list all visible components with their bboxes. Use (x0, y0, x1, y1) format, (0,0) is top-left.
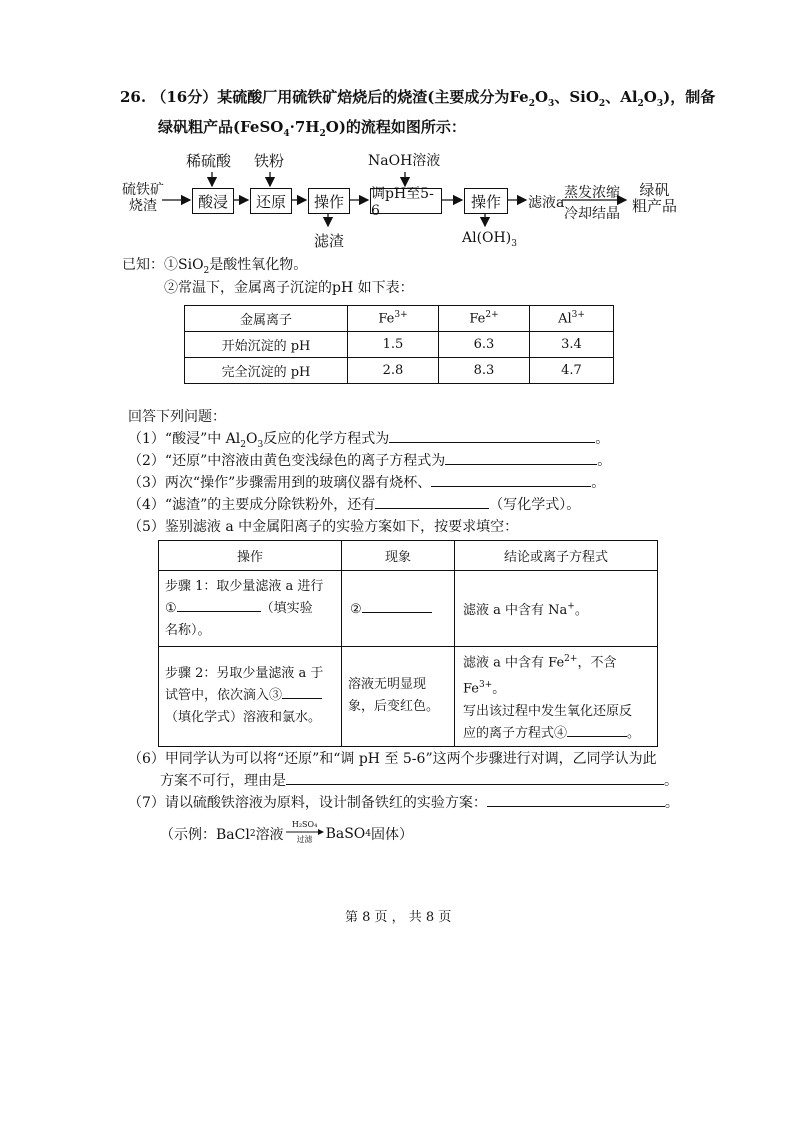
exp-r1-op-line2 (165, 598, 340, 620)
ph-cell: 开始沉淀的 pH (185, 332, 348, 358)
q1-text: （1）“酸浸”中 Al (128, 431, 241, 447)
page-footer: 第 8 页 ， 共 8 页 (345, 910, 452, 925)
question-4 (128, 494, 580, 514)
final-product-bottom: 粗产品 (632, 197, 678, 215)
ion-text: Al (558, 311, 572, 327)
flow-start (122, 182, 164, 214)
question-3 (128, 472, 605, 492)
ph-header-fe2 (438, 306, 529, 332)
intro-part: O (643, 88, 657, 106)
exp-header-operation: 操作 (159, 541, 342, 571)
ph-cell: 4.7 (529, 358, 613, 384)
question-2 (128, 450, 611, 470)
answer-blank[interactable] (431, 474, 591, 487)
q2-text: （2）“还原”中溶液由黄色变浅绿色的离子方程式为 (128, 453, 446, 469)
ph-cell: 2.8 (348, 358, 439, 384)
line2-part: O)的流程如图所示： (325, 118, 466, 136)
experiment-table (158, 540, 658, 747)
final-product (632, 182, 677, 214)
ion-charge: 3+ (571, 310, 585, 321)
ph-cell: 1.5 (348, 332, 439, 358)
q3-text: （3）两次“操作”步骤需用到的玻璃仪器有烧杯、 (128, 475, 432, 491)
question-title: 26. （16分）某硫酸厂用硫铁矿焙烧后的烧渣(主要成分为$Fe_2O_3$、SiO$_2$、$Al_2O_3$)，制备 (120, 88, 716, 109)
exp-text: （填化学式）溶液和氯水。 (165, 710, 322, 726)
question-7 (128, 792, 679, 812)
exp-r2-concl-line3 (463, 723, 656, 745)
example-text: 固体） (371, 827, 413, 843)
exp-text: 应的离子方程式④ (463, 725, 568, 741)
aloh3-text: Al(OH) (462, 230, 512, 246)
step-operate-1: 操作 (308, 188, 350, 214)
answer-blank[interactable] (567, 724, 627, 737)
aloh3-sub: 3 (511, 238, 517, 249)
known-item1-b: 是酸性氧化物。 (209, 257, 308, 273)
filtrate-a-label: 滤液a (528, 195, 565, 211)
ion-charge: 3+ (479, 680, 493, 691)
ph-cell: 6.3 (438, 332, 529, 358)
intro-part: O (534, 88, 549, 106)
known-item1-a: ①SiO (164, 257, 204, 273)
q1-text: O (246, 431, 258, 447)
exp-text: （填实验 (260, 600, 313, 616)
known-item2: ②常温下，金属离子沉淀的pH 如下表： (164, 280, 414, 296)
q1-text: 反应的化学方程式为 (263, 431, 390, 447)
exp-r2-conclusion (455, 647, 658, 747)
ion-text: Fe (469, 311, 486, 327)
exp-header-phenomenon: 现象 (342, 541, 455, 571)
ion-text: Fe (378, 311, 395, 327)
table-row (159, 647, 658, 747)
ph-cell: 完全沉淀的 pH (185, 358, 348, 384)
period: 。 (595, 431, 610, 447)
exp-r2-operation (159, 647, 342, 747)
flow-start-top: 硫铁矿 (122, 182, 164, 198)
answer-blank[interactable] (286, 772, 664, 785)
period: 。 (664, 795, 679, 811)
step-adjust-ph: 调pH至5-6 (370, 188, 442, 214)
ph-table-header (185, 306, 614, 332)
known-label: 已知： (122, 257, 164, 273)
exp-r1-operation (159, 571, 342, 647)
intro-part: 、Al (605, 88, 638, 106)
exp-text: 滤液 a 中含有 Na (463, 603, 568, 618)
arrow-top-text: H₂SO₄ (291, 820, 318, 829)
example-text: 溶液 (255, 827, 284, 843)
step-acid-leach: 酸浸 (192, 188, 234, 214)
flow-arrows (0, 0, 800, 260)
example-text: BaSO (325, 826, 366, 842)
question-6-line2 (160, 770, 678, 790)
ion-charge: + (567, 601, 575, 612)
ph-header-al3 (529, 306, 613, 332)
final-product-top: 绿矾 (639, 181, 670, 199)
answer-blank[interactable] (177, 599, 261, 612)
exp-text: 。 (492, 681, 506, 697)
exp-text: 步骤 1：取少量滤液 a 进行 (165, 578, 324, 594)
example-line: （示例：BaCl 2 溶液 H₂SO₄ 过滤 BaSO 4 固体） (160, 820, 413, 844)
arrow-bottom-text: 过滤 (296, 835, 313, 844)
condition-top: 蒸发浓缩 (564, 185, 620, 201)
exp-text: 名称）。 (165, 622, 211, 638)
period: 。 (597, 453, 612, 469)
exp-text: 溶液无明显现 (348, 677, 427, 693)
ph-table (184, 305, 614, 384)
exp-text: ① (165, 600, 177, 616)
question-score: （16分） (151, 88, 218, 106)
intro-part: )，制备 (663, 88, 716, 106)
exp-text: 试管中，依次滴入③ (165, 688, 283, 704)
residue-label: 滤渣 (314, 232, 345, 250)
reagent-naoh: NaOH溶液 (368, 153, 441, 169)
exp-header-conclusion: 结论或离子方程式 (455, 541, 658, 571)
exp-r2-concl-line1 (463, 648, 656, 701)
question-5: （5）鉴别滤液 a 中金属阳离子的实验方案如下，按要求填空： (128, 519, 519, 535)
answer-blank[interactable] (487, 794, 665, 807)
condition-bottom: 冷却结晶 (564, 206, 620, 222)
question-number: 26. (120, 88, 147, 106)
q4-text: （写化学式）。 (489, 497, 581, 513)
exp-text: ，不含 Fe (463, 655, 617, 697)
line2-part: ·7H (289, 118, 320, 136)
period: 。 (627, 725, 641, 741)
exp-r1-conclusion (455, 571, 658, 647)
ion-charge: 3+ (394, 310, 408, 321)
ion-charge: 2+ (564, 654, 578, 664)
step-reduce: 还原 (250, 188, 292, 214)
exp-text: 写出该过程中发生氧化还原反 (463, 703, 633, 719)
step-operate-2: 操作 (464, 188, 508, 214)
answer-blank[interactable] (282, 686, 322, 699)
period: 。 (664, 773, 678, 789)
q6-text: 方案不可行，理由是 (160, 773, 286, 789)
ph-header-ion: 金属离子 (185, 306, 348, 332)
exp-r1-phenomenon (342, 571, 455, 647)
answer-blank[interactable] (389, 430, 595, 443)
q4-text: （4）“滤渣”的主要成分除铁粉外，还有 (128, 497, 376, 513)
exp-text: 。 (574, 603, 588, 618)
exp-text: ② (350, 602, 362, 617)
q7-text: （7）请以硫酸铁溶液为原料，设计制备铁红的实验方案： (128, 795, 487, 811)
question-6: （6）甲同学认为可以将“还原”和“调 pH 至 5-6”这两个步骤进行对调，乙同学认为此 (128, 751, 657, 767)
exp-text: 滤液 a 中含有 Fe (463, 655, 565, 671)
exp-table-header (159, 541, 658, 571)
reagent-iron: 铁粉 (254, 152, 285, 170)
known-item1: 已知：①SiO$_2$是酸性氧化物。 (122, 257, 308, 276)
aloh3-label (462, 230, 517, 249)
exp-r2-phenomenon (342, 647, 455, 747)
answer-blank[interactable] (362, 600, 432, 613)
table-row (159, 571, 658, 647)
exp-text: 象，后变红色。 (348, 699, 440, 715)
ph-cell: 8.3 (438, 358, 529, 384)
line2-part: 绿矾粗产品(FeSO (158, 118, 284, 136)
table-row (185, 332, 614, 358)
question-intro: 某硫酸厂用硫铁矿焙烧后的烧渣(主要成分为Fe (217, 88, 529, 106)
ion-charge: 2+ (485, 310, 499, 321)
intro-part: 、SiO (554, 88, 599, 106)
flow-start-bottom: 烧渣 (129, 198, 157, 214)
answer-blank[interactable] (445, 452, 597, 465)
exp-r2-op-line2 (165, 685, 340, 707)
example-reaction-arrow (286, 820, 324, 844)
answer-blank[interactable] (375, 496, 489, 509)
example-text: （示例：BaCl (160, 827, 250, 843)
answer-header: 回答下列问题： (128, 409, 226, 425)
question-1: （1）“酸浸”中 $Al_2O_3$反应的化学方程式为 。 (128, 431, 610, 450)
question-line2: 绿矾粗产品$(FeSO_4\cdot 7H_2O)$的流程如图所示： (158, 118, 466, 139)
exp-text: 步骤 2：另取少量滤液 a 于 (165, 666, 324, 682)
ph-cell: 3.4 (529, 332, 613, 358)
ph-header-fe3 (348, 306, 439, 332)
reagent-acid: 稀硫酸 (186, 152, 232, 170)
period: 。 (591, 475, 606, 491)
table-row (185, 358, 614, 384)
